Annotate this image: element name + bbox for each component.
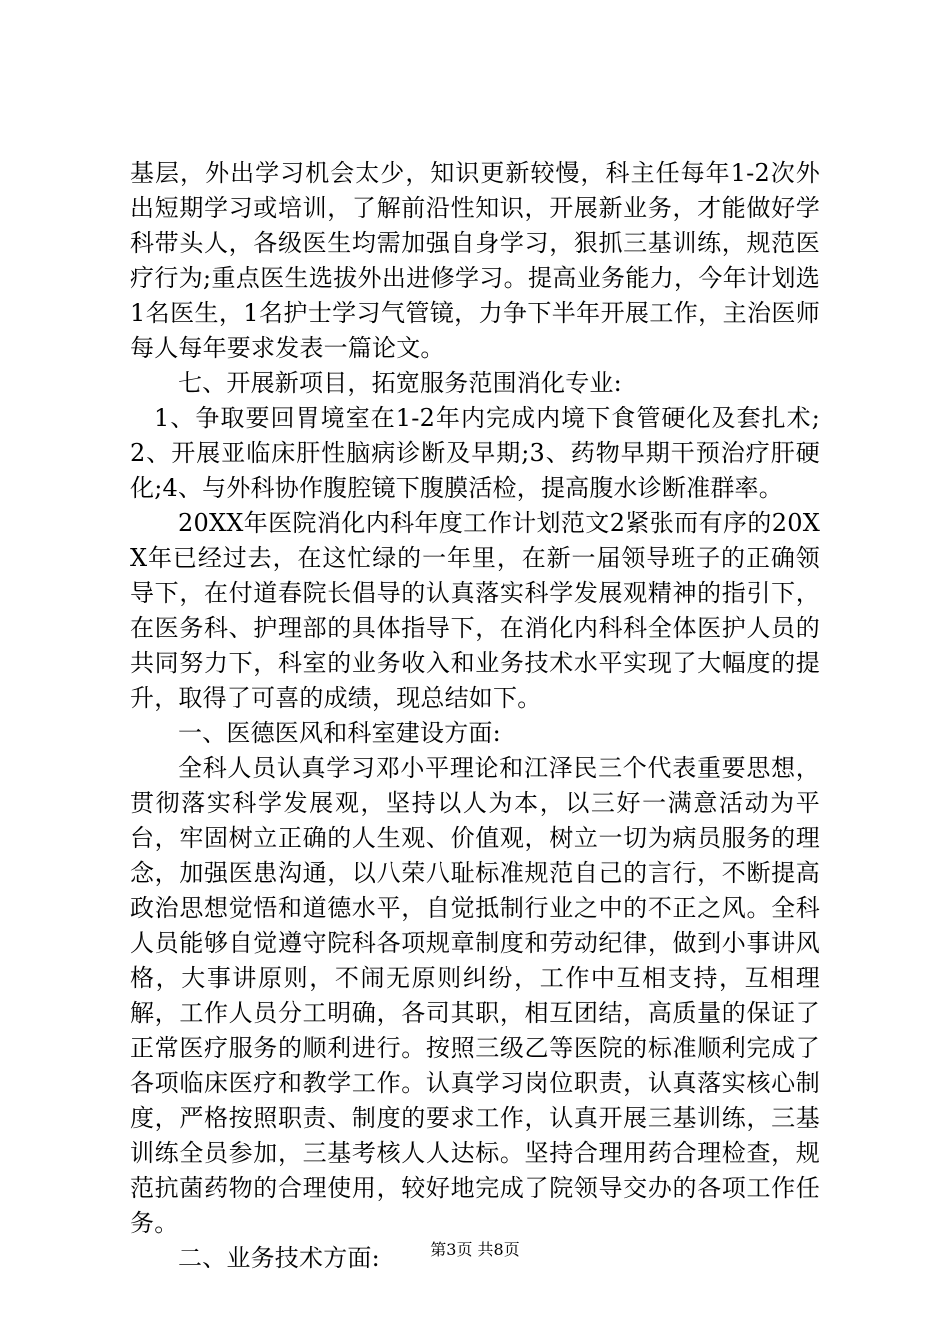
paragraph-continued: 基层，外出学习机会太少，知识更新较慢，科主任每年1-2次外出短期学习或培训，了解前沿性知识，开展新业务，才能做好学科带头人，各级医生均需加强自身学习，狠抓三基训练，规范医疗行为;重点医生选拔外出进修学习。提高业务能力，今年计划选1名医生，1名护士学习气管镜，力争下半年开展工作，主治医师每人每年要求发表一篇论文。	[130, 159, 820, 362]
document-body	[130, 156, 820, 1276]
paragraph-summary-intro: 20XX年医院消化内科年度工作计划范文2紧张而有序的20XX年已经过去，在这忙绿的一年里，在新一届领导班子的正确领导下，在付道春院长倡导的认真落实科学发展观精神的指引下，在医务科、护理部的具体指导下，在消化内科科全体医护人员的共同努力下，科室的业务收入和业务技术水平实现了大幅度的提升，取得了可喜的成绩，现总结如下。	[130, 509, 820, 712]
paragraph-heading-ethics: 一、医德医风和科室建设方面:	[178, 719, 501, 747]
paragraph-ethics-body: 全科人员认真学习邓小平理论和江泽民三个代表重要思想，贯彻落实科学发展观，坚持以人为本，以三好一满意活动为平台，牢固树立正确的人生观、价值观，树立一切为病员服务的理念，加强医患沟通，以八荣八耻标准规范自己的言行，不断提高政治思想觉悟和道德水平，自觉抵制行业之中的不正之风。全科人员能够自觉遵守院科各项规章制度和劳动纪律，做到小事讲风格，大事讲原则，不闹无原则纠纷，工作中互相支持，互相理解，工作人员分工明确，各司其职，相互团结，高质量的保证了正常医疗服务的顺利进行。按照三级乙等医院的标准顺利完成了各项临床医疗和教学工作。认真学习岗位职责，认真落实核心制度，严格按照职责、制度的要求工作，认真开展三基训练，三基训练全员参加，三基考核人人达标。坚持合理用药合理检查，规范抗菌药物的合理使用，较好地完成了院领导交办的各项工作任务。	[130, 754, 820, 1237]
page-footer: 第3页 共8页	[430, 1240, 520, 1259]
paragraph-project-list: 1、争取要回胃境室在1-2年内完成内境下食管硬化及套扎术;2、开展亚临床肝性脑病诊断及早期;3、药物早期干预治疗肝硬化;4、与外科协作腹腔镜下腹膜活检，提高腹水诊断准群率。	[130, 404, 820, 502]
paragraph-heading-technical: 二、业务技术方面:	[178, 1244, 380, 1272]
paragraph-heading-new-projects: 七、开展新项目，拓宽服务范围消化专业:	[178, 369, 622, 397]
